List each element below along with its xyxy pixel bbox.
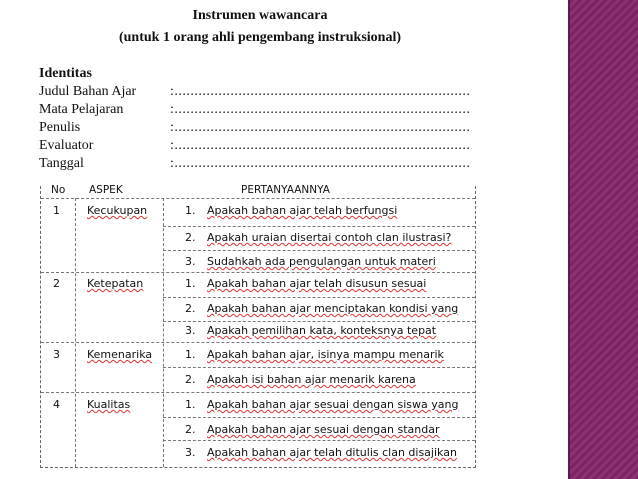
identitas-label: Mata Pelajaran [39,102,124,117]
question-table [40,186,476,468]
question-number: 3. [185,446,196,459]
header-no: No [51,184,66,196]
question-number: 3. [185,324,196,337]
identitas-label: Tanggal [39,156,84,171]
question-text: Sudahkah ada pengulangan untuk materi [207,255,436,268]
question-number: 2. [185,423,196,436]
row-divider [163,367,475,368]
row-divider [163,250,475,251]
header-aspek: ASPEK [89,184,123,196]
decorative-side-band [570,0,638,479]
question-text: Apakah isi bahan ajar menarik karena [207,373,416,386]
row-number: 1 [53,204,60,217]
row-divider [41,342,475,343]
identitas-label: Judul Bahan Ajar [39,84,137,99]
aspect-label: Kemenarika [87,348,153,361]
row-divider [163,440,475,441]
header-pertanyaan: PERTANYAANNYA [241,184,330,196]
question-text: Apakah bahan ajar telah berfungsi [207,204,398,217]
document-title: Instrumen wawancara [192,8,328,23]
row-divider [163,417,475,418]
question-number: 1. [185,348,196,361]
aspect-label: Kualitas [87,398,131,411]
column-divider [75,198,76,467]
identitas-row-mapel [39,102,479,120]
question-number: 3. [185,255,196,268]
row-divider [163,297,475,298]
identitas-fill-line: :.......................................................................... [170,156,471,171]
row-number: 3 [53,348,60,361]
row-divider [163,226,475,227]
aspect-label: Ketepatan [87,277,144,290]
table-header [41,186,475,198]
identitas-row-tanggal [39,156,479,174]
row-divider [163,321,475,322]
question-text: Apakah bahan ajar menciptakan kondisi yang [207,302,459,315]
question-number: 1. [185,277,196,290]
question-text: Apakah bahan ajar telah ditulis clan disajikan [207,446,457,459]
question-text: Apakah bahan ajar telah disusun sesuai [207,277,427,290]
question-number: 1. [185,398,196,411]
question-text: Apakah bahan ajar, isinya mampu menarik [207,348,444,361]
question-number: 2. [185,231,196,244]
identitas-fill-line: :.......................................................................... [170,120,471,135]
identitas-label: Penulis [39,120,81,135]
document-subtitle: (untuk 1 orang ahli pengembang instruksional) [118,30,402,45]
question-text: Apakah uraian disertai contoh clan ilustrasi? [207,231,452,244]
row-number: 4 [53,398,60,411]
row-number: 2 [53,277,60,290]
identitas-row-penulis [39,120,479,138]
identitas-row-judul [39,84,479,102]
row-divider [41,272,475,273]
question-text: Apakah pemilihan kata, konteksnya tepat [207,324,437,337]
identitas-heading: Identitas [39,66,92,81]
identitas-fill-line: :.......................................................................... [170,102,471,117]
question-number: 1. [185,204,196,217]
identitas-label: Evaluator [39,138,94,153]
identitas-row-evaluator [39,138,479,156]
column-divider [163,198,164,467]
aspect-label: Kecukupan [87,204,148,217]
question-text: Apakah bahan ajar sesuai dengan siswa yang [207,398,459,411]
identitas-fill-line: :.......................................................................... [170,84,471,99]
identitas-fill-line: :.......................................................................... [170,138,471,153]
row-divider [41,392,475,393]
question-number: 2. [185,373,196,386]
question-text: Apakah bahan ajar sesuai dengan standar [207,423,440,436]
row-divider [41,198,475,199]
question-number: 2. [185,302,196,315]
